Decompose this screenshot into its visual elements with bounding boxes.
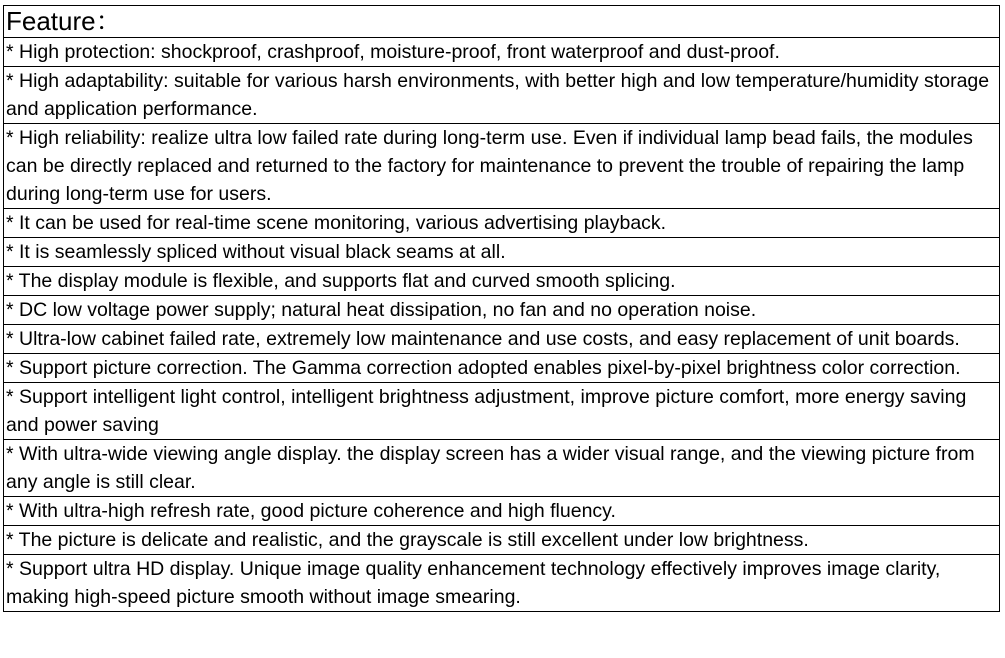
feature-item: * Support picture correction. The Gamma correction adopted enables pixel-by-pixel brightness color correction.	[4, 354, 1000, 383]
feature-row	[4, 383, 1000, 440]
feature-row	[4, 354, 1000, 383]
feature-row	[4, 267, 1000, 296]
feature-row	[4, 325, 1000, 354]
feature-row	[4, 209, 1000, 238]
feature-item: * The display module is flexible, and supports flat and curved smooth splicing.	[4, 267, 1000, 296]
feature-item: * Support intelligent light control, intelligent brightness adjustment, improve picture comfort, more energy saving and power saving	[4, 383, 1000, 440]
feature-title: Feature：	[4, 6, 1000, 38]
feature-row	[4, 497, 1000, 526]
feature-row	[4, 124, 1000, 209]
feature-item: * DC low voltage power supply; natural heat dissipation, no fan and no operation noise.	[4, 296, 1000, 325]
feature-item: * It is seamlessly spliced without visual black seams at all.	[4, 238, 1000, 267]
feature-item: * Ultra-low cabinet failed rate, extremely low maintenance and use costs, and easy replacement of unit boards.	[4, 325, 1000, 354]
feature-row	[4, 238, 1000, 267]
feature-item: * High protection: shockproof, crashproof, moisture-proof, front waterproof and dust-proof.	[4, 38, 1000, 67]
feature-row	[4, 526, 1000, 555]
feature-table	[3, 5, 1000, 612]
feature-row	[4, 440, 1000, 497]
title-row	[4, 6, 1000, 38]
feature-item: * With ultra-wide viewing angle display. the display screen has a wider visual range, and the viewing picture from any angle is still clear.	[4, 440, 1000, 497]
feature-row	[4, 38, 1000, 67]
feature-item: * It can be used for real-time scene monitoring, various advertising playback.	[4, 209, 1000, 238]
feature-row	[4, 67, 1000, 124]
feature-item: * High adaptability: suitable for various harsh environments, with better high and low temperature/humidity storage and application performance.	[4, 67, 1000, 124]
feature-row	[4, 555, 1000, 612]
feature-item: * Support ultra HD display. Unique image quality enhancement technology effectively improves image clarity, making high-speed picture smooth without image smearing.	[4, 555, 1000, 612]
feature-item: * With ultra-high refresh rate, good picture coherence and high fluency.	[4, 497, 1000, 526]
feature-item: * High reliability: realize ultra low failed rate during long-term use. Even if individual lamp bead fails, the modules can be directly replaced and returned to the factory for maintenance to prevent the trouble of repairing the lamp during long-term use for users.	[4, 124, 1000, 209]
feature-row	[4, 296, 1000, 325]
feature-item: * The picture is delicate and realistic, and the grayscale is still excellent under low brightness.	[4, 526, 1000, 555]
